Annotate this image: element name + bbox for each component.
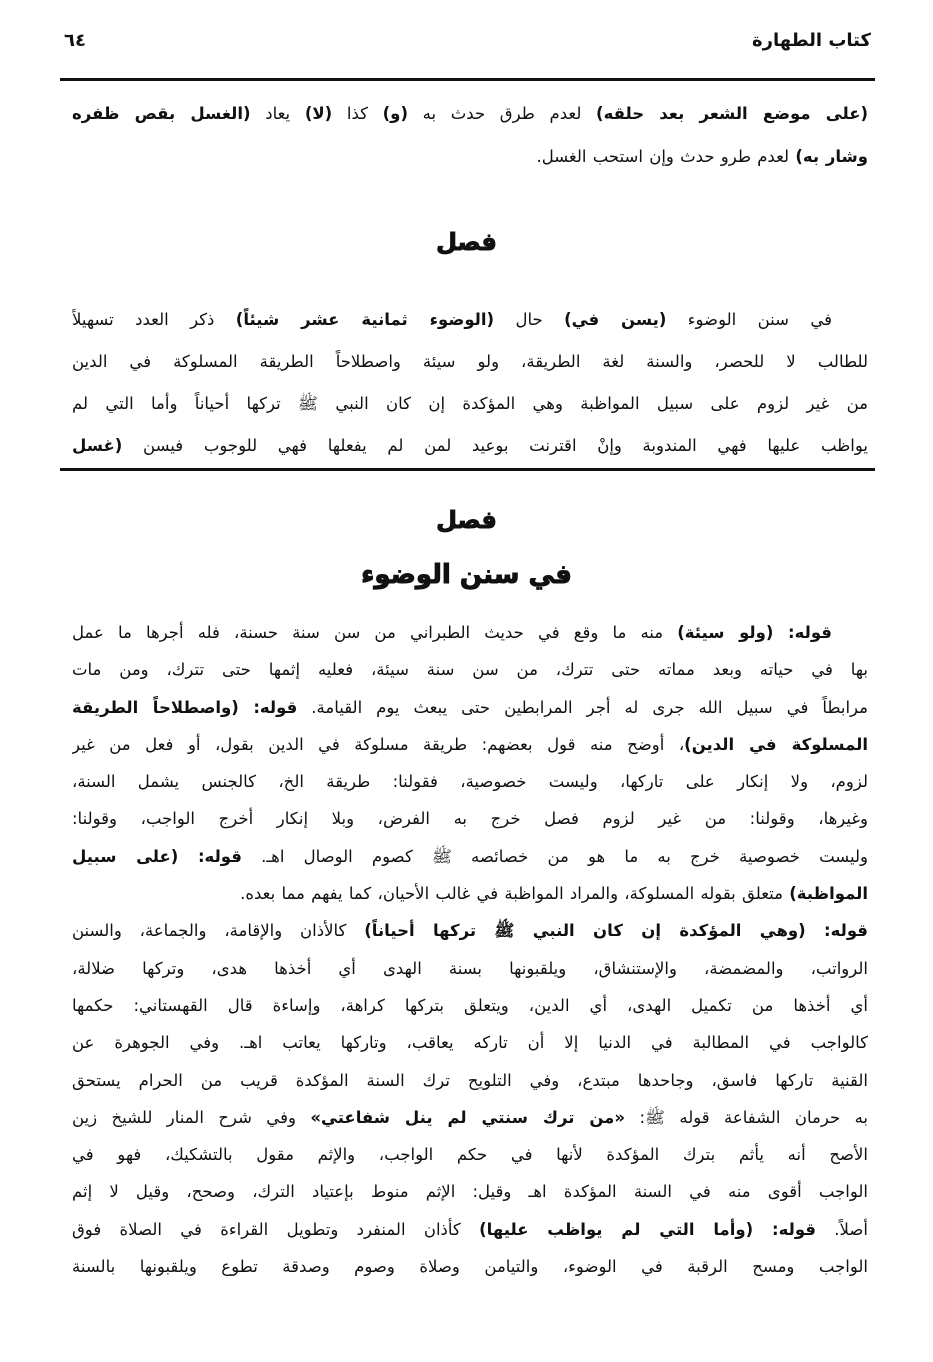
bold-text-segment: المواظبة) <box>789 884 868 904</box>
bold-text-segment: قوله: (وهي المؤكدة إن كان النبي ﷺ تركها أحياناً) <box>364 921 868 941</box>
text-line <box>72 1099 868 1136</box>
text-line <box>72 425 868 467</box>
text-line <box>72 651 868 688</box>
text-line <box>72 838 868 875</box>
text-segment: لزوم، ولا إنكار على تاركها، وليست خصوصية، فقولنا: طريقة الخ، كالجنس يشمل السنة، <box>72 772 868 792</box>
page-number: ٦٤ <box>64 30 86 51</box>
text-segment: يعاد <box>250 104 305 123</box>
text-segment: مرابطاً في سبيل الله جرى له أجر المرابطين حتى يبعث يوم القيامة. <box>297 697 868 717</box>
bold-text-segment: المسلوكة في الدين) <box>684 734 868 754</box>
bold-text-segment: (لا) <box>304 104 333 123</box>
bold-text-segment: (و) <box>382 104 408 123</box>
text-line <box>72 1136 868 1173</box>
text-segment: يواظب عليها فهي المندوبة وإنْ اقترنت بوعيد لمن لم يفعلها فهي للوجوب فيسن <box>122 436 868 455</box>
bold-text-segment: قوله: (ولو سيئة) <box>677 623 832 642</box>
text-segment: كذا <box>332 104 383 123</box>
text-line <box>72 341 868 383</box>
text-line <box>72 689 868 726</box>
section-heading: فصل <box>436 228 497 256</box>
text-segment: لعدم طرق حدث به <box>407 104 597 123</box>
commentary-subheading: في سنن الوضوء <box>361 560 572 590</box>
text-segment: من غير لزوم على سبيل المواظبة وهي المؤكدة إن كان النبي ﷺ تركها أحياناً وأما التي لم <box>72 394 868 413</box>
running-title: كتاب الطهارة <box>751 30 871 51</box>
text-segment: أصلاً. <box>815 1219 868 1239</box>
matn-paragraph <box>72 299 868 467</box>
text-line <box>72 135 868 178</box>
text-line <box>72 1024 868 1061</box>
text-segment: كالأذان والإقامة، والجماعة، والسنن <box>72 921 365 941</box>
text-line <box>72 614 868 651</box>
text-segment: ذكر العدد تسهيلاً <box>72 310 236 329</box>
text-line <box>72 1248 868 1285</box>
header-rule <box>60 78 875 81</box>
text-line <box>72 383 868 425</box>
section-divider <box>60 468 875 471</box>
text-segment: لعدم طرو حدث وإن استحب الغسل. <box>536 147 796 166</box>
bold-text-segment: «من ترك سنتي لم ينل شفاعتي» <box>310 1107 626 1127</box>
text-line <box>72 875 868 912</box>
text-segment: بها في حياته وبعد مماته حتى تترك، من سن سنة سيئة، فعليه إثمها حتى تترك، ومن مات <box>72 660 868 680</box>
text-segment: للطالب لا للحصر، والسنة لغة الطريقة، ولو سيئة واصطلاحاً الطريقة المسلوكة في الدين <box>72 352 868 371</box>
text-segment: الواجب ومسح الرقبة في الوضوء، والتيامن وصلاة وصوم وصدقة تطوع ويلقبونها بالسنة <box>72 1257 868 1277</box>
text-line <box>72 912 868 949</box>
text-segment: به حرمان الشفاعة قوله ﷺ: <box>625 1107 868 1127</box>
bold-text-segment: (الوضوء ثمانية عشر شيئاً) <box>235 310 495 329</box>
top-paragraph <box>72 92 868 178</box>
commentary-body <box>72 614 868 1285</box>
bold-text-segment: قوله: (واصطلاحاً الطريقة <box>72 697 298 717</box>
text-segment: وغيرها، وقولنا: من غير لزوم فصل خرج به الفرض، وبلا إنكار أخرج الواجب، وقولنا: <box>72 809 868 829</box>
bold-text-segment: (على موضع الشعر بعد حلقه) <box>596 104 868 123</box>
text-line <box>72 92 868 135</box>
bold-text-segment: (الغسل بقص ظفره <box>72 104 251 123</box>
bold-text-segment: قوله: (على سبيل <box>72 846 242 866</box>
text-line <box>72 763 868 800</box>
text-segment: وفي شرح المنار للشيخ زين <box>72 1107 311 1127</box>
text-line <box>72 1062 868 1099</box>
text-line <box>72 950 868 987</box>
text-segment: كالواجب في المطالبة في الدنيا إلا أن تاركه يعاقب، وتاركها يعاتب اهـ. وفي الجوهرة عن <box>72 1033 868 1053</box>
text-segment: في سنن الوضوء <box>666 310 832 329</box>
text-line <box>72 299 868 341</box>
bold-text-segment: (يسن في) <box>564 310 667 329</box>
text-segment: الأصح أنه يأثم بترك المؤكدة لأنها في حكم الواجب، والإثم مقول بالتشكيك، فهو في <box>72 1145 868 1165</box>
text-segment: القنية تاركها فاسق، وجاحدها مبتدع، وفي التلويح ترك السنة المؤكدة قريب من الحرام يستحق <box>72 1070 868 1090</box>
text-segment: كأذان المنفرد وتطويل القراءة في الصلاة فوق <box>72 1219 480 1239</box>
text-segment: الرواتب، والمضمضة، والإستنشاق، ويلقبونها بسنة الهدى أي أخذها هدى، وتركها ضلالة، <box>72 958 868 978</box>
commentary-heading: فصل <box>436 506 497 534</box>
bold-text-segment: وشار به) <box>795 147 868 166</box>
text-line <box>72 1173 868 1210</box>
text-segment: أي أخذها من تكميل الهدى، أي الدين، ويتعلق بتركها كراهة، وإساءة قال القهستاني: حكمها <box>72 995 868 1015</box>
text-segment: حال <box>494 310 565 329</box>
text-line <box>72 800 868 837</box>
text-segment: ، أوضح منه قول بعضهم: طريقة مسلوكة في الدين بقول، أو فعل من غير <box>72 734 685 754</box>
text-segment: وليست خصوصية خرج به ما هو من خصائصه ﷺ كصوم الوصال اهـ. <box>241 846 868 866</box>
text-line <box>72 726 868 763</box>
bold-text-segment: قوله: (وأما التي لم يواظب عليها) <box>479 1219 816 1239</box>
text-segment: الواجب أقوى منه في السنة المؤكدة اهـ وقيل: الإثم منوط بإعتياد الترك، وصحح، وقيل لا إثم <box>72 1182 868 1202</box>
text-segment: متعلق بقوله المسلوكة، والمراد المواظبة في غالب الأحيان، كما يفهم مما بعده. <box>240 884 790 904</box>
text-line <box>72 987 868 1024</box>
text-line <box>72 1211 868 1248</box>
bold-text-segment: (غسل <box>72 436 123 455</box>
text-segment: منه ما وقع في حديث الطبراني من سن سنة حسنة، فله أجرها ما عمل <box>72 623 678 642</box>
